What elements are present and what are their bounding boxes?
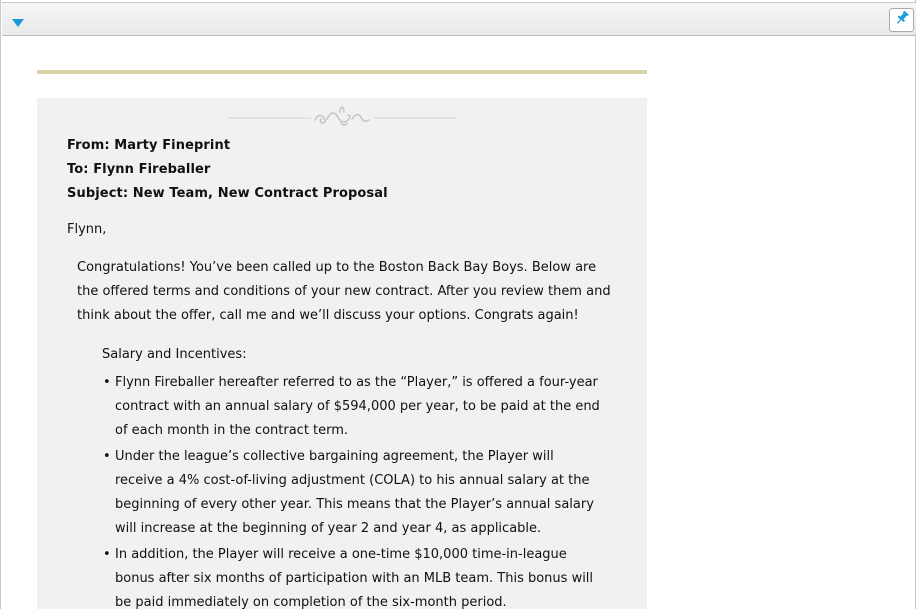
- email-to: To: Flynn Fireballer: [67, 162, 211, 177]
- section-title: Salary and Incentives:: [102, 347, 247, 362]
- pushpin-icon: [894, 10, 910, 30]
- terms-list: [103, 371, 603, 609]
- list-item: • Flynn Fireballer hereafter referred to as the “Player,” is offered a four-year contract with an annual salary of $594,000 per year, to be paid at the end of each month in the contract term.: [103, 371, 603, 443]
- email-subject: Subject: New Team, New Contract Proposal: [67, 186, 388, 201]
- list-item: • Under the league’s collective bargaining agreement, the Player will receive a 4% cost-of-living adjustment (COLA) to his annual salary at the beginning of every other year. This means that the Player’s annual salary will increase at the beginning of year 2 and year 4, as applicable.: [103, 445, 603, 541]
- ornament-divider-icon: [227, 106, 457, 130]
- triangle-down-icon[interactable]: [10, 14, 26, 26]
- divider-rule: [37, 70, 647, 74]
- toolbar: [2, 2, 916, 36]
- list-item: • In addition, the Player will receive a one-time $10,000 time-in-league bonus after six months of participation with an MLB team. This bonus will be paid immediately on completion of the six-month period.: [103, 543, 603, 609]
- email-greeting: Flynn,: [67, 222, 107, 237]
- email-intro: Congratulations! You’ve been called up to the Boston Back Bay Boys. Below are the offered terms and conditions of your new contract. After you review them and think about the offer, call me and we’ll discuss your options. Congrats again!: [77, 260, 611, 323]
- pin-button[interactable]: [889, 8, 914, 32]
- email-from: From: Marty Fineprint: [67, 138, 231, 153]
- email-panel: [37, 98, 647, 609]
